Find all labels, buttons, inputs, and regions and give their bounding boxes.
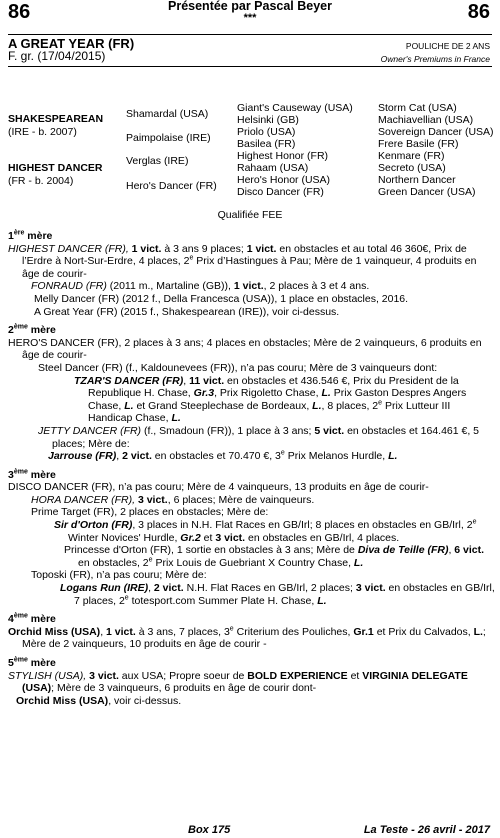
sire-name: SHAKESPEAREAN	[8, 113, 104, 125]
second-dam-paragraph: HERO'S DANCER (FR), 2 places à 3 ans; 4 places en obstacles; Mère de 2 vainqueurs, 6 produits en âge de courir-	[8, 336, 482, 362]
horse-divider	[8, 66, 492, 67]
produce-line: Jarrouse (FR), 2 vict. en obstacles et 70.470 €, 3e Prix Melanos Hurdle, L.	[48, 449, 398, 463]
produce-line: Sir d'Orton (FR), 3 places in N.H. Flat Races en GB/Irl; 8 places en obstacles en GB/Irl, 2e Winter Novices' Hurdle, Gr.2 et 3 vict. en obstacles en GB/Irl, 4 places.	[54, 518, 477, 544]
fourth-dam-paragraph: Orchid Miss (USA), 1 vict. à 3 ans, 7 places, 3e Criterium des Pouliches, Gr.1 et Prix du Calvados, L.; Mère de 2 vainqueurs, 10 produits en âge de courir -	[8, 625, 486, 651]
stars: ***	[243, 12, 257, 24]
first-dam-paragraph: HIGHEST DANCER (FR), 1 vict. à 3 ans 9 places; 1 vict. en obstacles et au total 46 360€, Prix de l’Erdre à Nort-Sur-Erdre, 4 places, 2e Prix d’Hastingues à Pau; Mère de 1 vainqueur, 4 produits en âge de courir-	[8, 242, 477, 280]
gen2-item: Verglas (IRE)	[126, 155, 189, 167]
qualification: Qualifiée FEE	[217, 209, 283, 221]
gen4-item: Sovereign Dancer (USA)	[378, 126, 494, 138]
gen3-item: Priolo (USA)	[237, 126, 296, 138]
gen4-item: Green Dancer (USA)	[378, 186, 476, 198]
produce-line: Toposki (FR), n’a pas couru; Mère de:	[31, 569, 207, 582]
lot-number-left: 86	[8, 1, 31, 23]
owners-premiums: Owner's Premiums in France	[380, 54, 490, 64]
horse-name: A GREAT YEAR (FR)	[8, 36, 135, 51]
gen2-item: Hero's Dancer (FR)	[126, 180, 217, 192]
gen3-item: Rahaam (USA)	[237, 162, 309, 174]
gen2-item: Paimpolaise (IRE)	[126, 132, 211, 144]
gen4-item: Machiavellian (USA)	[378, 114, 474, 126]
gen3-item: Hero's Honor (USA)	[237, 174, 331, 186]
gen4-item: Storm Cat (USA)	[378, 102, 457, 114]
section-heading-3: 3ème mère	[8, 468, 56, 481]
produce-record	[8, 230, 496, 707]
produce-line: A Great Year (FR) (2015 f., Shakespearean (IRE)), voir ci-dessus.	[34, 305, 340, 318]
dam-name: HIGHEST DANCER	[8, 162, 103, 174]
lot-number-right: 86	[467, 1, 490, 23]
gen4-item: Secreto (USA)	[378, 162, 446, 174]
gen3-item: Helsinki (GB)	[237, 114, 299, 126]
produce-line: TZAR'S DANCER (FR), 11 vict. en obstacles et 436.546 €, Prix du President de la Republique H. Chase, Gr.3, Prix Rigoletto Chase, L. Prix Gaston Despres Angers Chase, L. et Grand Steeplechase de Bordeaux, L., 8 places, 2e Prix Lutteur III Handicap Chase, L.	[74, 374, 467, 425]
produce-line: Steel Dancer (FR) (f., Kaldounevees (FR)), n’a pas couru; Mère de 3 vainqueurs dont:	[38, 361, 438, 374]
gen4-item: Frere Basile (FR)	[378, 138, 459, 150]
produce-line: Princesse d'Orton (FR), 1 sortie en obstacles à 3 ans; Mère de Diva de Teille (FR), 6 vict. en obstacles, 2e Prix Louis de Guebriant X Country Chase, L.	[64, 544, 485, 569]
gen3-item: Basilea (FR)	[237, 138, 296, 150]
section-heading-2: 2ème mère	[8, 323, 56, 337]
top-divider	[8, 34, 492, 35]
presenter-line: Présentée par Pascal Beyer	[168, 0, 332, 13]
section-heading-1: 1ère mère	[8, 229, 53, 242]
produce-line: Orchid Miss (USA), voir ci-dessus.	[16, 694, 182, 707]
sire-info: (IRE - b. 2007)	[8, 126, 77, 138]
produce-line: FONRAUD (FR) (2011 m., Martaline (GB)), 1 vict., 2 places à 3 et 4 ans.	[31, 280, 370, 293]
section-heading-5: 5ème mère	[8, 656, 56, 669]
gen4-item: Northern Dancer	[378, 174, 456, 186]
produce-line: Logans Run (IRE), 2 vict. N.H. Flat Races en GB/Irl, 2 places; 3 vict. en obstacles en GB/Irl, 7 places, 2e totesport.com Summer Plate H. Chase, L.	[60, 582, 495, 607]
horse-details: F. gr. (17/04/2015)	[8, 49, 106, 63]
section-heading-4: 4ème mère	[8, 612, 56, 626]
produce-line: Prime Target (FR), 2 places en obstacles; Mère de:	[31, 506, 269, 519]
produce-line: Melly Dancer (FR) (2012 f., Della Francesca (USA)), 1 place en obstacles, 2016.	[34, 292, 409, 305]
sale-info: La Teste - 26 avril - 2017	[363, 824, 490, 836]
gen2-item: Shamardal (USA)	[126, 108, 209, 120]
third-dam-paragraph: DISCO DANCER (FR), n’a pas couru; Mère de 4 vainqueurs, 13 produits en âge de courir-	[8, 481, 429, 494]
sex-age: POULICHE DE 2 ANS	[405, 41, 490, 51]
gen3-item: Highest Honor (FR)	[237, 150, 329, 162]
dam-info: (FR - b. 2004)	[8, 175, 74, 187]
produce-line: HORA DANCER (FR), 3 vict., 6 places; Mère de vainqueurs.	[31, 493, 315, 506]
gen4-item: Kenmare (FR)	[378, 150, 445, 162]
box-number: Box 175	[188, 824, 231, 836]
gen3-item: Disco Dancer (FR)	[237, 186, 324, 198]
gen3-item: Giant's Causeway (USA)	[237, 102, 353, 114]
produce-line: JETTY DANCER (FR) (f., Smadoun (FR)), 1 place à 3 ans; 5 vict. en obstacles et 164.461 €, 5 places; Mère de:	[38, 424, 480, 450]
fifth-dam-paragraph: STYLISH (USA), 3 vict. aux USA; Propre soeur de BOLD EXPERIENCE et VIRGINIA DELEGATE (USA); Mère de 3 vainqueurs, 6 produits en âge de courir dont-	[8, 669, 468, 695]
